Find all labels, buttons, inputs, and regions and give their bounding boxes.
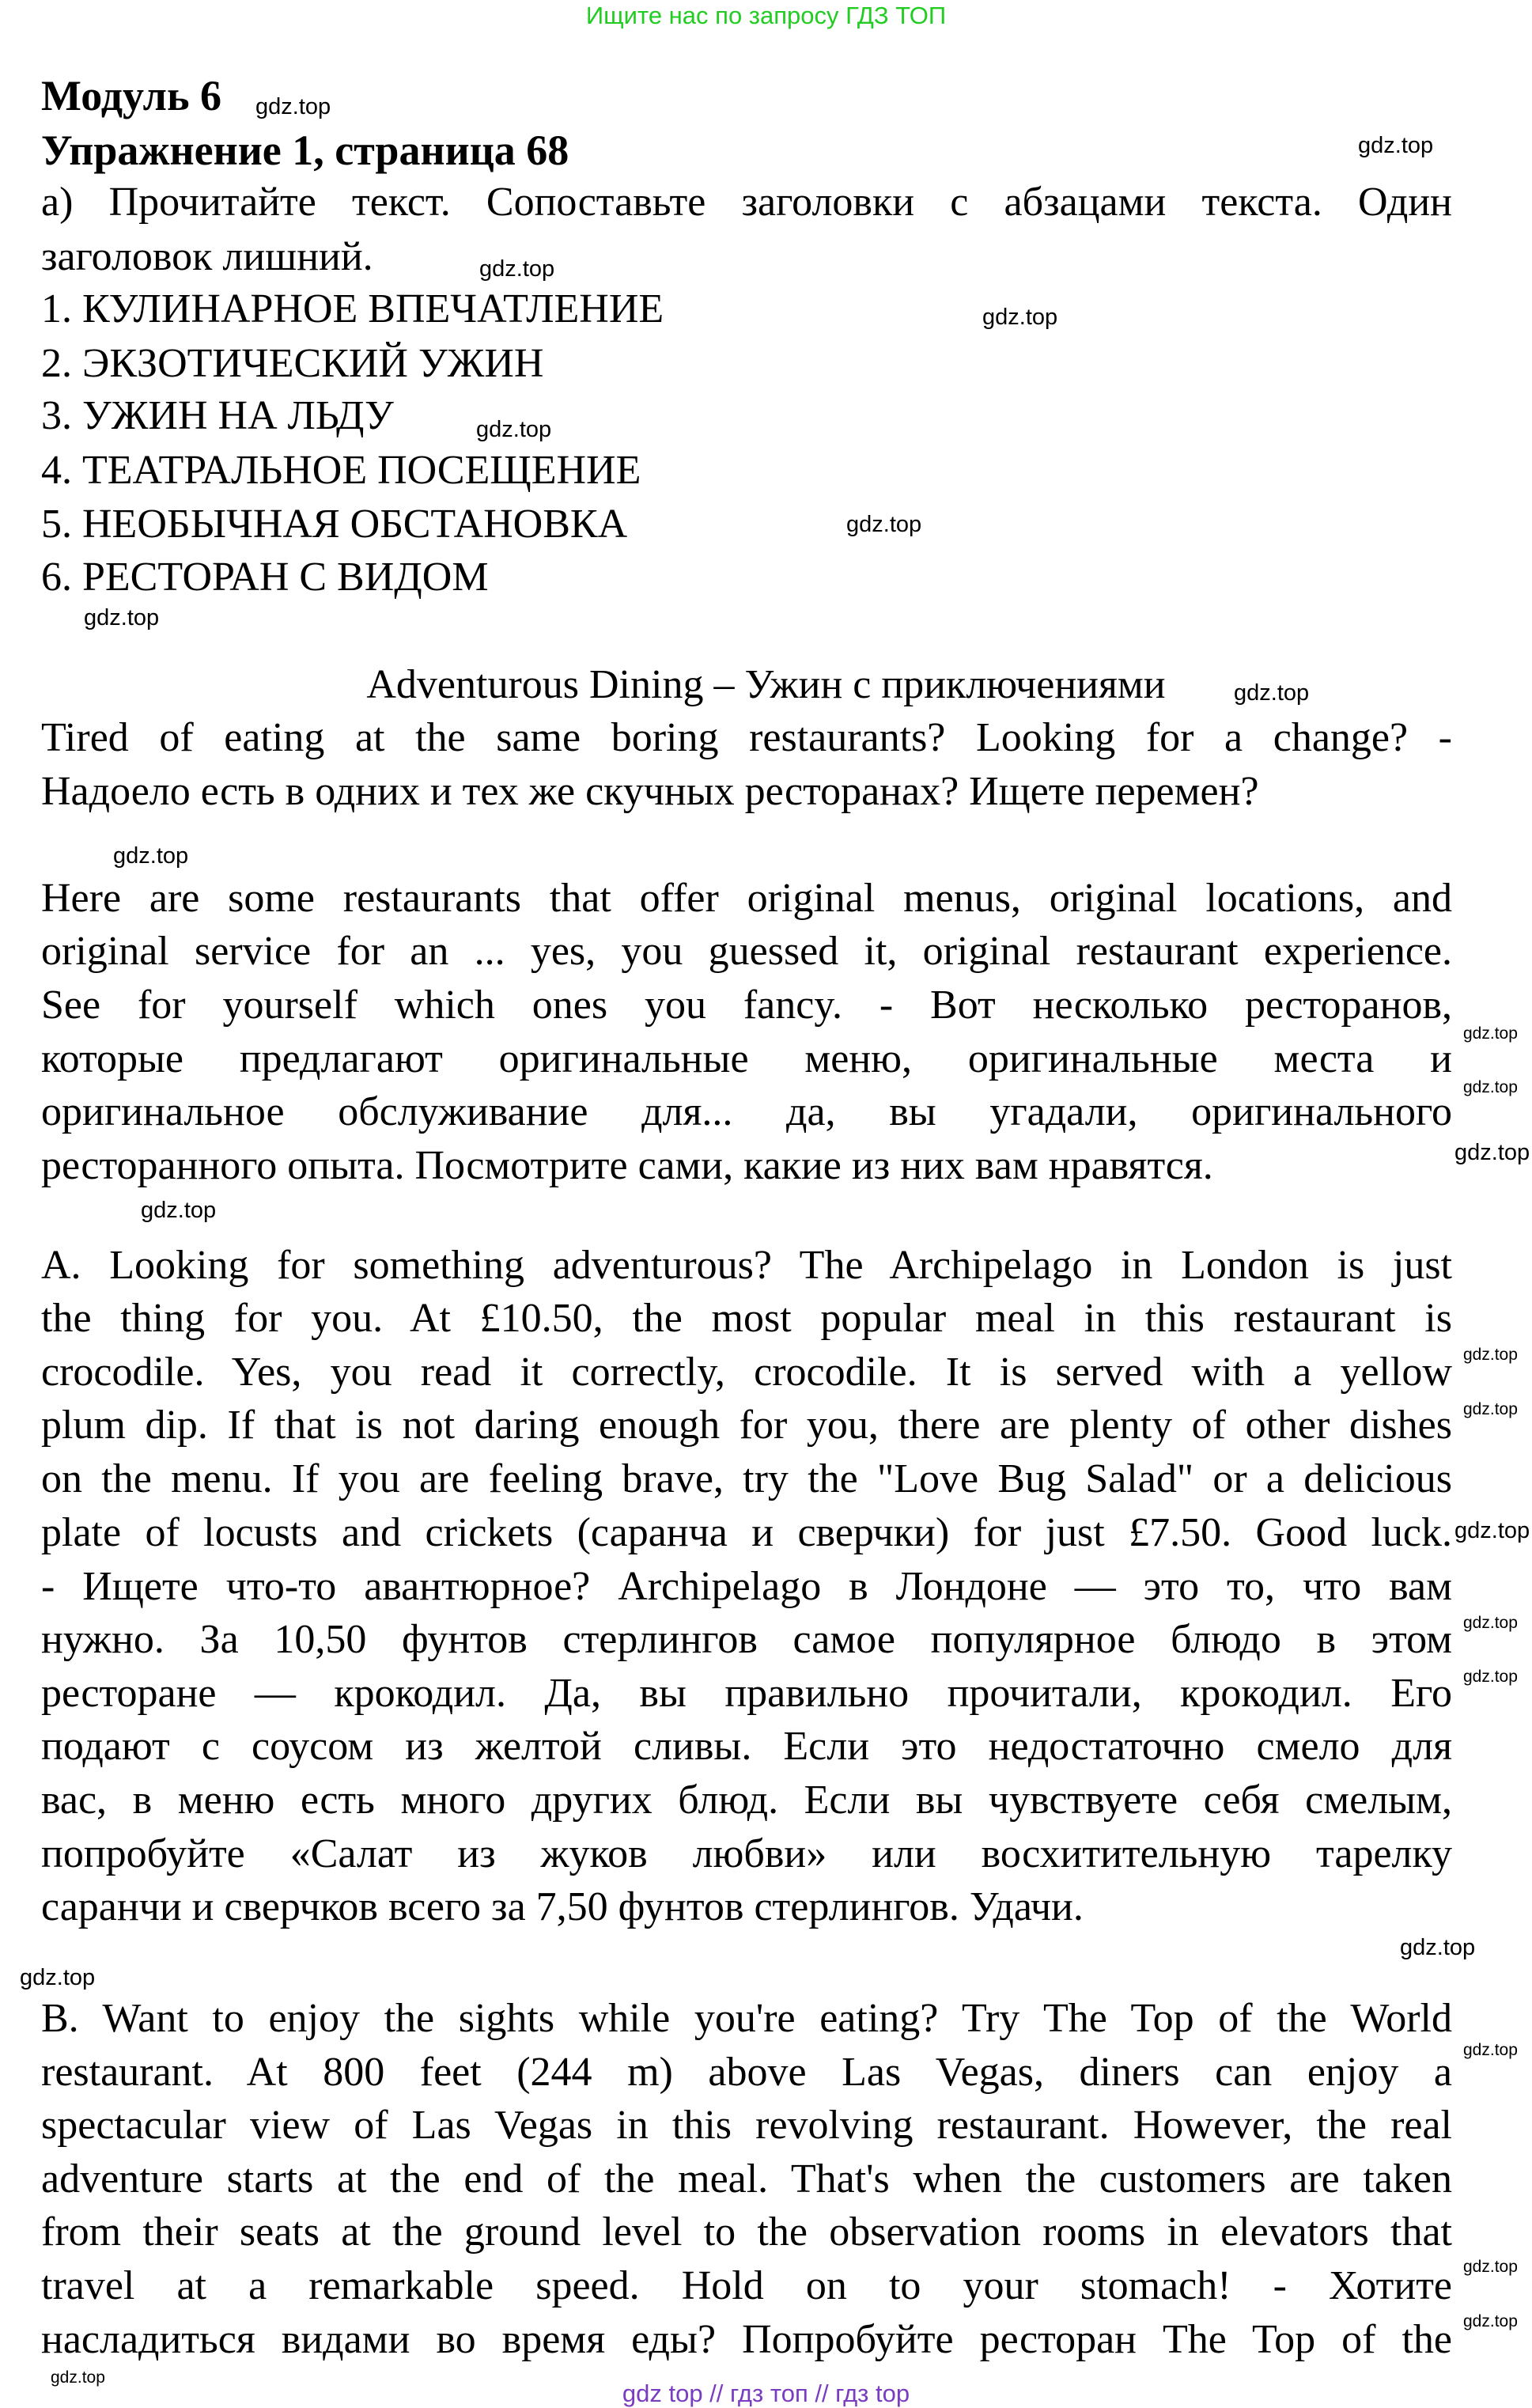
paragraph-a-line: crocodile. Yes, you read it correctly, crocodile. It is served with a yellow (41, 1350, 1452, 1395)
text-line: ресторанного опыта. Посмотрите сами, какие из них вам нравятся. (41, 1143, 1213, 1188)
exercise-title: Упражнение 1, страница 68 (41, 127, 569, 174)
paragraph-b-line: travel at a remarkable speed. Hold on to your stomach! - Хотите (41, 2263, 1452, 2308)
paragraph-b-line: spectacular view of Las Vegas in this revolving restaurant. However, the real (41, 2103, 1452, 2148)
search-banner[interactable]: Ищите нас по запросу ГДЗ ТОП (585, 2, 947, 29)
task-line: заголовок лишний. (41, 234, 373, 279)
watermark: gdz.top (255, 94, 331, 119)
paragraph-a-line: подают с соусом из желтой сливы. Если это недостаточно смело для (41, 1724, 1452, 1769)
watermark: gdz.top (1463, 1024, 1518, 1043)
text-line: original service for an ... yes, you guessed it, original restaurant experience. (41, 929, 1452, 974)
watermark: gdz.top (1454, 1140, 1530, 1165)
watermark: gdz.top (1463, 1614, 1518, 1632)
watermark: gdz.top (141, 1198, 217, 1223)
paragraph-a-line: попробуйте «Салат из жуков любви» или восхитительную тарелку (41, 1831, 1452, 1876)
watermark: gdz.top (479, 256, 555, 282)
paragraph-a-line: вас, в меню есть много других блюд. Если вы чувствуете себя смелым, (41, 1778, 1452, 1823)
watermark: gdz.top (1463, 1078, 1518, 1096)
heading-option: 4. ТЕАТРАЛЬНОЕ ПОСЕЩЕНИЕ (41, 448, 641, 493)
text-line: которые предлагают оригинальные меню, оригинальные места и (41, 1036, 1452, 1081)
text-line: Tired of eating at the same boring restaurants? Looking for a change? - (41, 715, 1452, 760)
text-line: Надоело есть в одних и тех же скучных ресторанах? Ищете перемен? (41, 769, 1259, 814)
text-line: оригинальное обслуживание для... да, вы угадали, оригинального (41, 1089, 1452, 1134)
module-title: Модуль 6 (41, 72, 222, 119)
watermark: gdz.top (1234, 680, 1310, 706)
paragraph-a-line: on the menu. If you are feeling brave, try the "Love Bug Salad" or a delicious (41, 1456, 1452, 1501)
paragraph-a-line: нужно. За 10,50 фунтов стерлингов самое популярное блюдо в этом (41, 1617, 1452, 1662)
paragraph-b-line: restaurant. At 800 feet (244 m) above Las Vegas, diners can enjoy a (41, 2050, 1452, 2095)
watermark: gdz.top (1400, 1935, 1476, 1960)
watermark: gdz.top (1463, 1668, 1518, 1686)
watermark: gdz.top (84, 605, 160, 630)
text-line: See for yourself which ones you fancy. - Вот несколько ресторанов, (41, 983, 1452, 1028)
paragraph-b-line: from their seats at the ground level to the observation rooms in elevators that (41, 2209, 1452, 2255)
footer-links[interactable]: gdz top // гдз топ // гдз top (622, 2380, 910, 2407)
watermark: gdz.top (476, 417, 552, 442)
heading-option: 2. ЭКЗОТИЧЕСКИЙ УЖИН (41, 341, 544, 386)
paragraph-a-line: A. Looking for something adventurous? The Archipelago in London is just (41, 1243, 1452, 1288)
text-line: Here are some restaurants that offer original menus, original locations, and (41, 876, 1452, 921)
paragraph-a-line: саранчи и сверчков всего за 7,50 фунтов стерлингов. Удачи. (41, 1884, 1084, 1929)
text-title: Adventurous Dining – Ужин с приключениями (366, 662, 1166, 707)
watermark: gdz.top (1463, 2258, 1518, 2276)
watermark: gdz.top (1463, 2041, 1518, 2059)
watermark: gdz.top (1463, 1400, 1518, 1418)
paragraph-b-line: B. Want to enjoy the sights while you're eating? Try The Top of the World (41, 1996, 1452, 2041)
watermark: gdz.top (113, 843, 189, 869)
watermark: gdz.top (846, 512, 922, 537)
heading-option: 1. КУЛИНАРНОЕ ВПЕЧАТЛЕНИЕ (41, 286, 664, 331)
paragraph-b-line: насладиться видами во время еды? Попробуйте ресторан The Top of the (41, 2317, 1452, 2362)
task-line: а) Прочитайте текст. Сопоставьте заголовки с абзацами текста. Один (41, 180, 1452, 225)
watermark: gdz.top (1463, 2312, 1518, 2330)
watermark: gdz.top (51, 2368, 105, 2387)
paragraph-a-line: plate of locusts and crickets (саранча и сверчки) for just £7.50. Good luck. (41, 1510, 1452, 1555)
watermark: gdz.top (20, 1965, 96, 1990)
paragraph-a-line: plum dip. If that is not daring enough for you, there are plenty of other dishes (41, 1403, 1452, 1448)
watermark: gdz.top (1463, 1346, 1518, 1364)
heading-option: 3. УЖИН НА ЛЬДУ (41, 393, 394, 438)
paragraph-a-line: - Ищете что-то авантюрное? Archipelago в Лондоне — это то, что вам (41, 1564, 1452, 1609)
paragraph-a-line: the thing for you. At £10.50, the most popular meal in this restaurant is (41, 1296, 1452, 1341)
paragraph-a-line: ресторане — крокодил. Да, вы правильно прочитали, крокодил. Его (41, 1671, 1452, 1716)
heading-option: 6. РЕСТОРАН С ВИДОМ (41, 555, 489, 600)
watermark: gdz.top (1358, 133, 1434, 158)
watermark: gdz.top (1454, 1518, 1530, 1543)
paragraph-b-line: adventure starts at the end of the meal. That's when the customers are taken (41, 2156, 1452, 2202)
heading-option: 5. НЕОБЫЧНАЯ ОБСТАНОВКА (41, 502, 628, 547)
watermark: gdz.top (982, 305, 1058, 330)
